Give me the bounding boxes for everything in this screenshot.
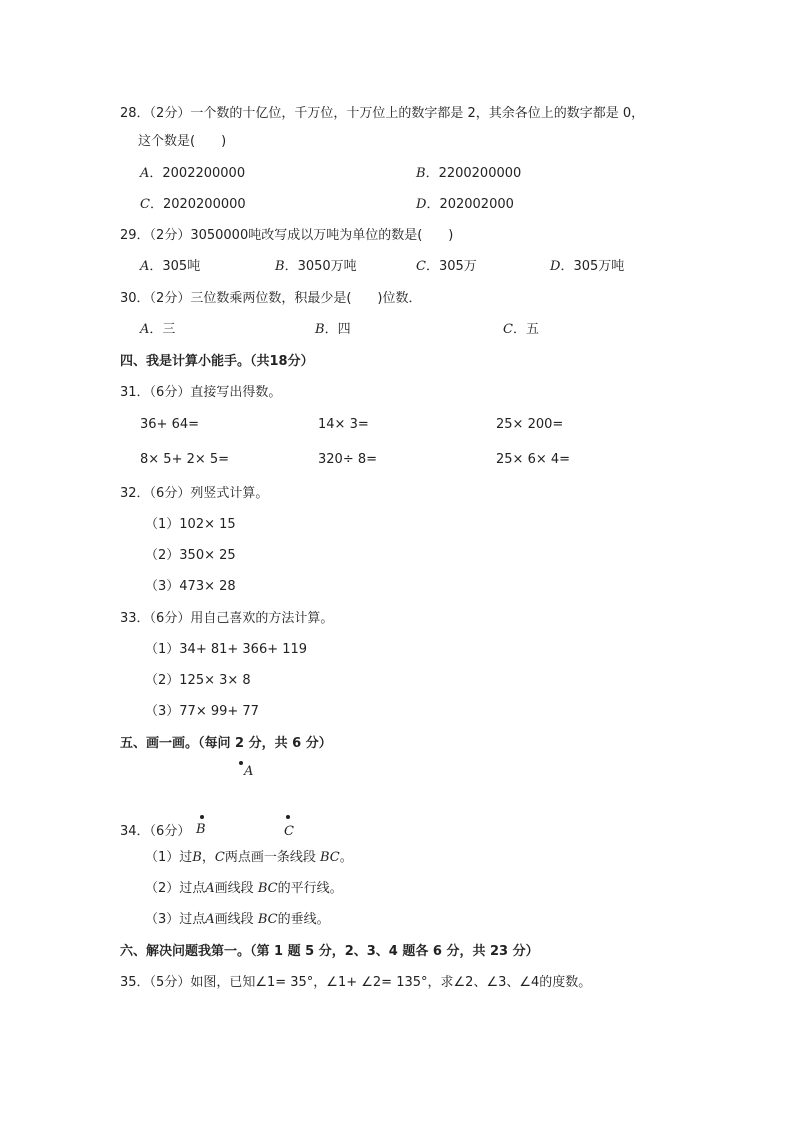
q31-item: 14× 3=: [318, 417, 369, 432]
q33-item: （3）77× 99+ 77: [145, 704, 259, 719]
q30-stem: 30．（2分）三位数乘两位数，积最少是( )位数．: [120, 291, 422, 306]
q31-item: 25× 6× 4=: [496, 452, 571, 467]
q29-option-a: A．305吨: [140, 259, 201, 274]
section-5-heading: 五、画一画。（每问 2 分，共 6 分）: [120, 736, 332, 751]
q34-sub-3: （3）过点A画线段 BC的垂线。: [145, 912, 330, 927]
q30-option-c: C．五: [503, 322, 539, 337]
q32-item: （2）350× 25: [145, 548, 236, 563]
point-c-dot: [286, 815, 290, 819]
q28-option-d: D．202002000: [416, 197, 514, 212]
q33-item: （1）34+ 81+ 366+ 119: [145, 642, 308, 657]
q28-stem: 28．（2分）一个数的十亿位，千万位，十万位上的数字都是 2，其余各位上的数字都是 0，: [120, 106, 645, 121]
q31-item: 8× 5+ 2× 5=: [140, 452, 230, 467]
q28-option-a: A．2002200000: [140, 166, 246, 181]
point-b-dot: [200, 815, 204, 819]
q28-option-c: C．2020200000: [140, 197, 246, 212]
q29-option-d: D．305万吨: [550, 259, 625, 274]
point-a-dot: [239, 761, 243, 765]
q35-stem: 35．（5分）如图，已知∠1= 35°，∠1+ ∠2= 135°，求∠2、∠3、∠4的度数。: [120, 975, 592, 990]
q29-stem: 29．（2分）3050000吨改写成以万吨为单位的数是( ): [120, 228, 454, 243]
q28-option-b: B．2200200000: [416, 166, 522, 181]
q28-stem-cont: 这个数是( ): [138, 134, 227, 149]
q33-item: （2）125× 3× 8: [145, 673, 251, 688]
point-c-label: C: [284, 824, 294, 839]
q34-sub-2: （2）过点A画线段 BC的平行线。: [145, 881, 343, 896]
q29-option-b: B．3050万吨: [275, 259, 357, 274]
q33-stem: 33．（6分）用自己喜欢的方法计算。: [120, 611, 334, 626]
q32-stem: 32．（6分）列竖式计算。: [120, 486, 269, 501]
section-6-heading: 六、解决问题我第一。（第 1 题 5 分，2、3、4 题各 6 分，共 23 分）: [120, 944, 539, 959]
q31-stem: 31．（6分）直接写出得数。: [120, 385, 282, 400]
q31-item: 320÷ 8=: [318, 452, 378, 467]
q31-item: 25× 200=: [496, 417, 564, 432]
q30-option-a: A．三: [140, 322, 176, 337]
q32-item: （1）102× 15: [145, 517, 236, 532]
q34-stem: 34．（6分）: [120, 824, 191, 839]
section-4-heading: 四、我是计算小能手。（共18分）: [120, 354, 314, 369]
point-a-label: A: [244, 764, 254, 779]
q32-item: （3）473× 28: [145, 579, 236, 594]
q34-sub-1: （1）过B，C两点画一条线段 BC。: [145, 850, 353, 865]
q30-option-b: B．四: [315, 322, 351, 337]
q29-option-c: C．305万: [416, 259, 477, 274]
point-b-label: B: [196, 822, 206, 837]
q31-item: 36+ 64=: [140, 417, 200, 432]
